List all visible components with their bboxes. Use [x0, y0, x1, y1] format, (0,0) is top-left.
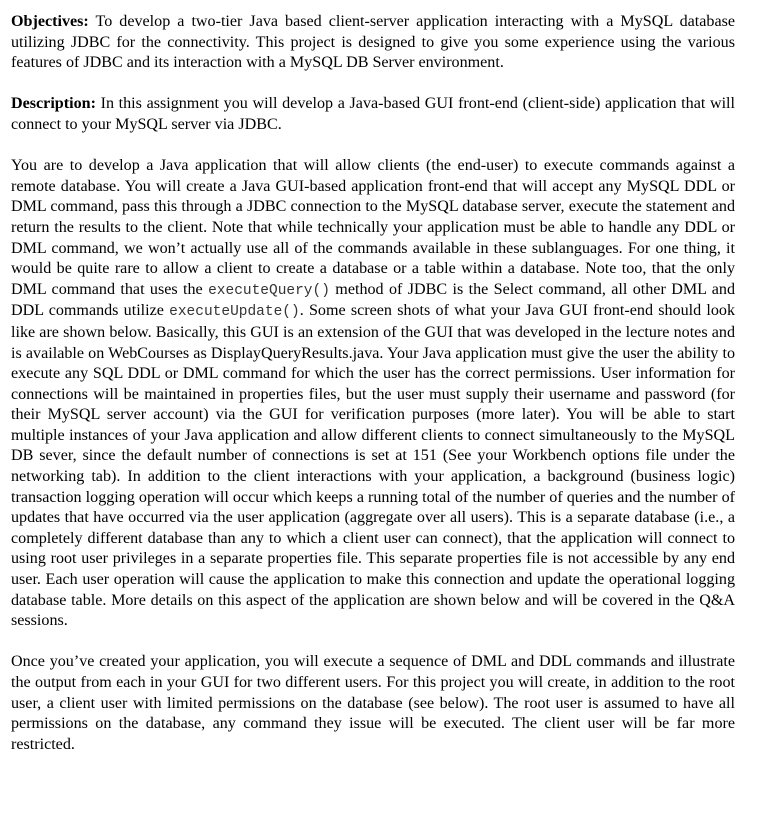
body-text-paragraph-2: Once you’ve created your application, you will execute a sequence of DML and DDL commands and illustrate the output from each in your GUI for two different users. For this project you will create, in addition to the root user, a client user with limited permissions on the database (see below). The root user is assumed to have all permissions on the database, any command they issue will be executed. The client user will be far more restricted.: [11, 653, 735, 753]
description-text: In this assignment you will develop a Java-based GUI front-end (client-side) application that will connect to your MySQL server via JDBC.: [11, 95, 735, 133]
body-paragraph-2: [11, 652, 735, 755]
body-text-part-2: method of JDBC is the Select command, all other DML and DDL commands utilize: [11, 280, 735, 320]
description-label: Description:: [11, 95, 96, 113]
body-text-part-3: . Some screen shots of what your Java GUI front-end should look like are shown below. Basically, this GUI is an extension of the GUI that was developed in the lecture notes and is available on WebCourses as DisplayQueryResults.java. Your Java application must give the user the ability to execute any SQL DDL or DML command for which the user has the correct permissions. User information for connections will be maintained in properties files, but the user must supply their username and password (for their MySQL server account) via the GUI for verification purposes (more later). You will be able to start multiple instances of your Java application and allow different clients to connect simultaneously to the MySQL DB sever, since the default number of connections is set at 151 (See your Workbench options file under the networking tab). In addition to the client interactions with your application, a background (business logic) transaction logging operation will occur which keeps a running total of the number of queries and the number of updates that have occurred via the user application (aggregate over all users). This is a separate database (i.e., a completely different database than any to which a client user can connect), that the application will connect to using root user privileges in a separate properties file. This separate properties file is not accessible by any end user. Each user operation will cause the application to make this connection and update the operational logging database table. More details on this aspect of the application are shown below and will be covered in the Q&A sessions.: [11, 302, 736, 630]
objectives-text: To develop a two-tier Java based client-server application interacting with a MySQL database utilizing JDBC for the connectivity. This project is designed to give you some experience using the various features of JDBC and its interaction with a MySQL DB Server environment.: [11, 13, 735, 72]
document-page: [11, 12, 735, 776]
description-paragraph: [11, 94, 735, 135]
body-text-part-1: You are to develop a Java application that will allow clients (the end-user) to execute commands against a remote database. You will create a Java GUI-based application front-end that will accept any MySQL DDL or DML command, pass this through a JDBC connection to the MySQL database server, execute the statement and return the results to the client. Note that while technically your application must be able to handle any DDL or DML command, we won’t actually use all of the commands available in these sublanguages. For one thing, it would be quite rare to allow a client to create a database or a table within a database. Note too, that the only DML command that uses the: [11, 157, 735, 298]
execute-update-code: executeUpdate(): [169, 304, 300, 321]
objectives-paragraph: [11, 12, 735, 74]
execute-query-code: executeQuery(): [208, 282, 330, 299]
objectives-label: Objectives:: [11, 13, 89, 30]
body-paragraph-1: [11, 156, 735, 632]
